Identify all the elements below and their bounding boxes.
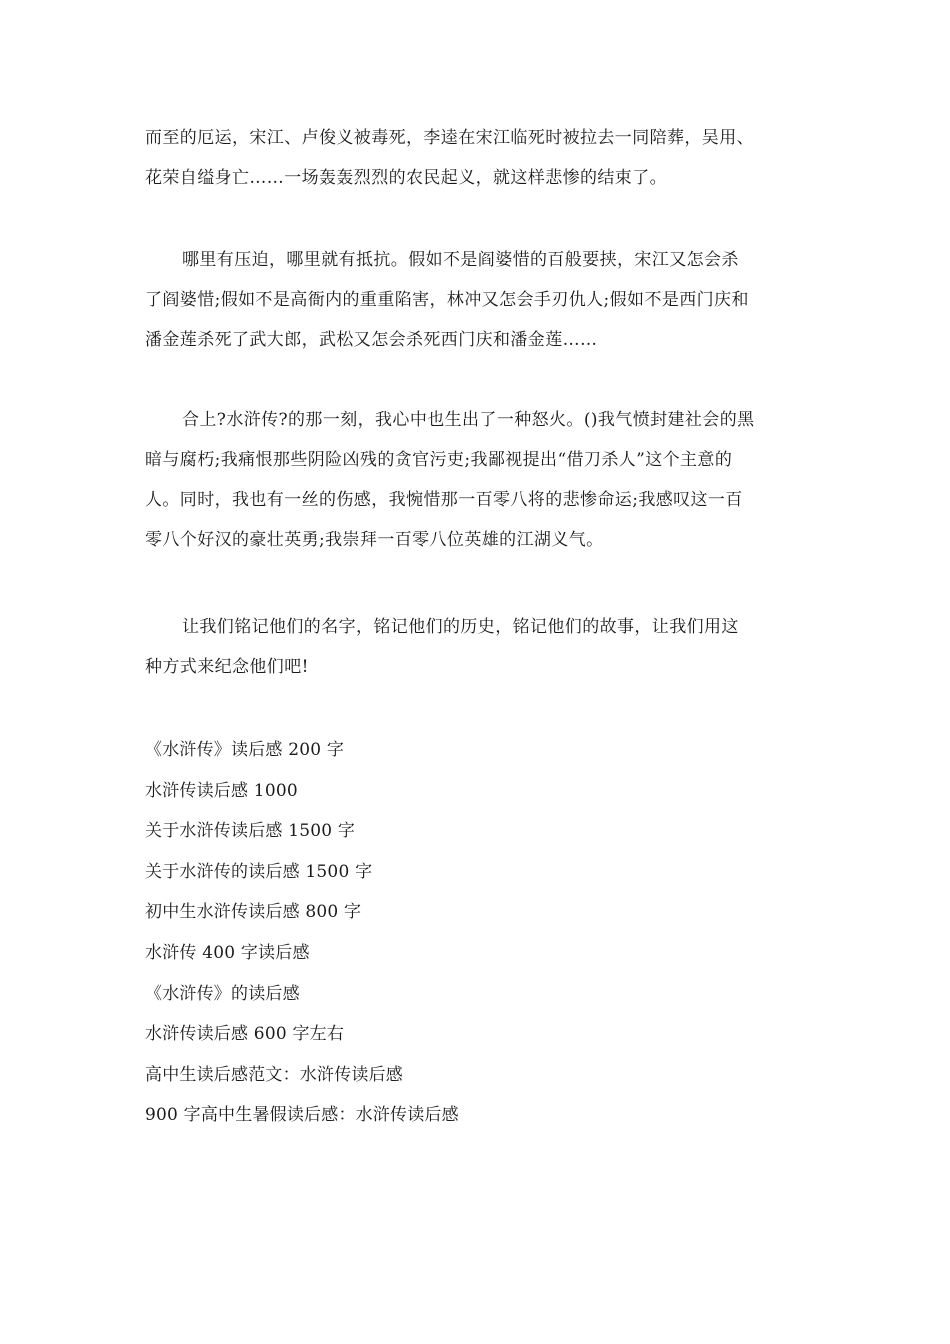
paragraph-line: 哪里有压迫，哪里就有抵抗。假如不是阎婆惜的百般要挟，宋江又怎会杀 (182, 250, 739, 270)
paragraph-line: 潘金莲杀死了武大郎，武松又怎会杀死西门庆和潘金莲…… (145, 330, 598, 350)
related-articles-list (145, 730, 810, 1136)
paragraph-3 (145, 400, 810, 560)
related-article-link[interactable]: 《水浒传》读后感 200 字 (145, 740, 345, 760)
paragraph-4 (145, 607, 810, 687)
paragraph-line: 暗与腐朽;我痛恨那些阴险凶残的贪官污吏;我鄙视提出“借刀杀人”这个主意的 (145, 450, 733, 470)
related-article-link[interactable]: 关于水浒传读后感 1500 字 (145, 821, 356, 842)
paragraph-line: 花荣自缢身亡……一场轰轰烈烈的农民起义，就这样悲惨的结束了。 (145, 168, 667, 188)
related-article-link[interactable]: 水浒传读后感 600 字左右 (145, 1024, 345, 1045)
paragraph-line: 合上?水浒传?的那一刻，我心中也生出了一种怒火。()我气愤封建社会的黑 (182, 410, 755, 430)
related-article-link[interactable]: 初中生水浒传读后感 800 字 (145, 902, 362, 923)
paragraph-line: 而至的厄运，宋江、卢俊义被毒死，李逵在宋江临死时被拉去一同陪葬，吴用、 (145, 128, 754, 148)
related-article-link[interactable]: 《水浒传》的读后感 (145, 983, 300, 1004)
paragraph-1 (145, 118, 810, 198)
related-article-link[interactable]: 900 字高中生暑假读后感：水浒传读后感 (145, 1105, 459, 1126)
paragraph-line: 零八个好汉的豪壮英勇;我崇拜一百零八位英雄的江湖义气。 (145, 530, 604, 550)
related-article-link[interactable]: 水浒传 400 字读后感 (145, 942, 310, 963)
related-article-link[interactable]: 关于水浒传的读后感 1500 字 (145, 861, 373, 882)
related-article-link[interactable]: 水浒传读后感 1000 (145, 780, 298, 801)
related-article-link[interactable]: 高中生读后感范文：水浒传读后感 (145, 1064, 403, 1085)
paragraph-line: 人。同时，我也有一丝的伤感，我惋惜那一百零八将的悲惨命运;我感叹这一百 (145, 490, 743, 510)
paragraph-line: 种方式来纪念他们吧! (145, 657, 309, 677)
paragraph-line: 让我们铭记他们的名字，铭记他们的历史，铭记他们的故事，让我们用这 (182, 617, 739, 637)
paragraph-2 (145, 240, 810, 360)
paragraph-line: 了阎婆惜;假如不是高衙内的重重陷害，林冲又怎会手刃仇人;假如不是西门庆和 (145, 290, 749, 310)
